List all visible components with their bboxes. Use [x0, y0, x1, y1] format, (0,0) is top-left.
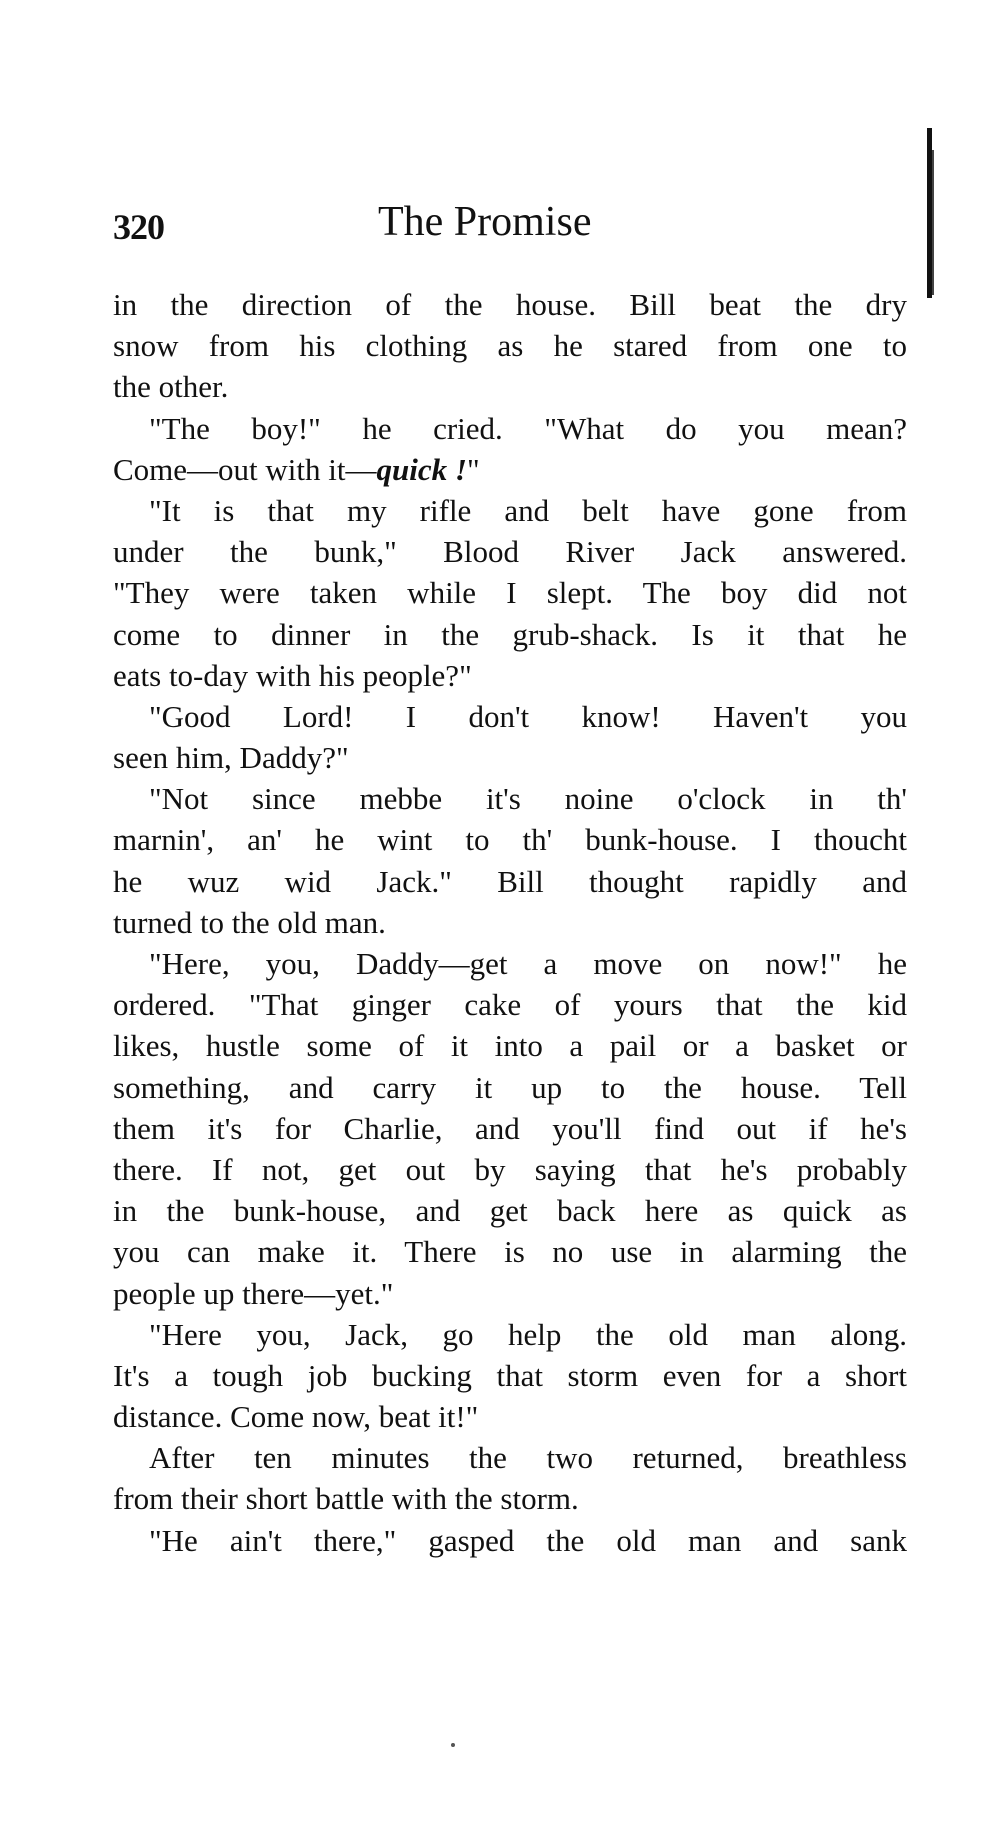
emphasized-text: quick ! [376, 451, 467, 487]
binding-edge-shadow [932, 150, 934, 295]
text-line: "He ain't there," gasped the old man and sank [149, 1522, 907, 1558]
text-line: in the bunk-house, and get back here as quick as [113, 1193, 907, 1229]
text-line: "Here, you, Daddy—get a move on now!" he [149, 946, 907, 981]
text-line: "Here you, Jack, go help the old man along. [149, 1316, 907, 1352]
text-line: After ten minutes the two returned, breathless [149, 1440, 907, 1476]
text-line: "The boy!" he cried. "What do you mean? [149, 410, 907, 446]
text-line: there. If not, get out by saying that he's probably [113, 1151, 907, 1187]
text-line: something, and carry it up to the house. Tell [113, 1069, 907, 1105]
text-line: marnin', an' he wint to th' bunk-house. I thoucht [113, 822, 907, 858]
text-line: "Good Lord! I don't know! Haven't you [149, 698, 907, 734]
text-line: "Not since mebbe it's noine o'clock in th' [149, 781, 907, 817]
text-line: ordered. "That ginger cake of yours that the kid [113, 987, 907, 1023]
text-line: seen him, Daddy?" [113, 740, 349, 776]
text-line: in the direction of the house. Bill beat the dry [113, 287, 907, 322]
text-line: It's a tough job bucking that storm even for a short [113, 1357, 907, 1393]
text-line: he wuz wid Jack." Bill thought rapidly and [113, 863, 907, 899]
text-line-with-emphasis [113, 449, 907, 490]
print-speck [451, 1743, 455, 1747]
text-line: come to dinner in the grub-shack. Is it that he [113, 616, 907, 652]
text-line: you can make it. There is no use in alarming the [113, 1234, 907, 1270]
page-header [113, 198, 913, 254]
page-body-text [113, 284, 907, 1561]
page-number: 320 [113, 207, 164, 247]
text-line: people up there—yet." [113, 1275, 394, 1311]
text-line: likes, hustle some of it into a pail or a basket or [113, 1028, 907, 1064]
text-line: from their short battle with the storm. [113, 1481, 579, 1517]
text-line: "It is that my rifle and belt have gone from [149, 492, 907, 528]
text-line: snow from his clothing as he stared from one to [113, 328, 907, 364]
text-line: eats to-day with his people?" [113, 657, 472, 693]
text-line: them it's for Charlie, and you'll find out if he's [113, 1110, 907, 1146]
running-title: The Promise [378, 199, 592, 245]
text-line: "They were taken while I slept. The boy did not [113, 575, 907, 611]
text-line: distance. Come now, beat it!" [113, 1399, 479, 1435]
text-line: the other. [113, 369, 229, 405]
text-line: under the bunk," Blood River Jack answered. [113, 534, 907, 570]
text-line: turned to the old man. [113, 904, 386, 940]
text-fragment: Come—out with it— [113, 451, 377, 487]
closing-quote: " [466, 451, 480, 487]
